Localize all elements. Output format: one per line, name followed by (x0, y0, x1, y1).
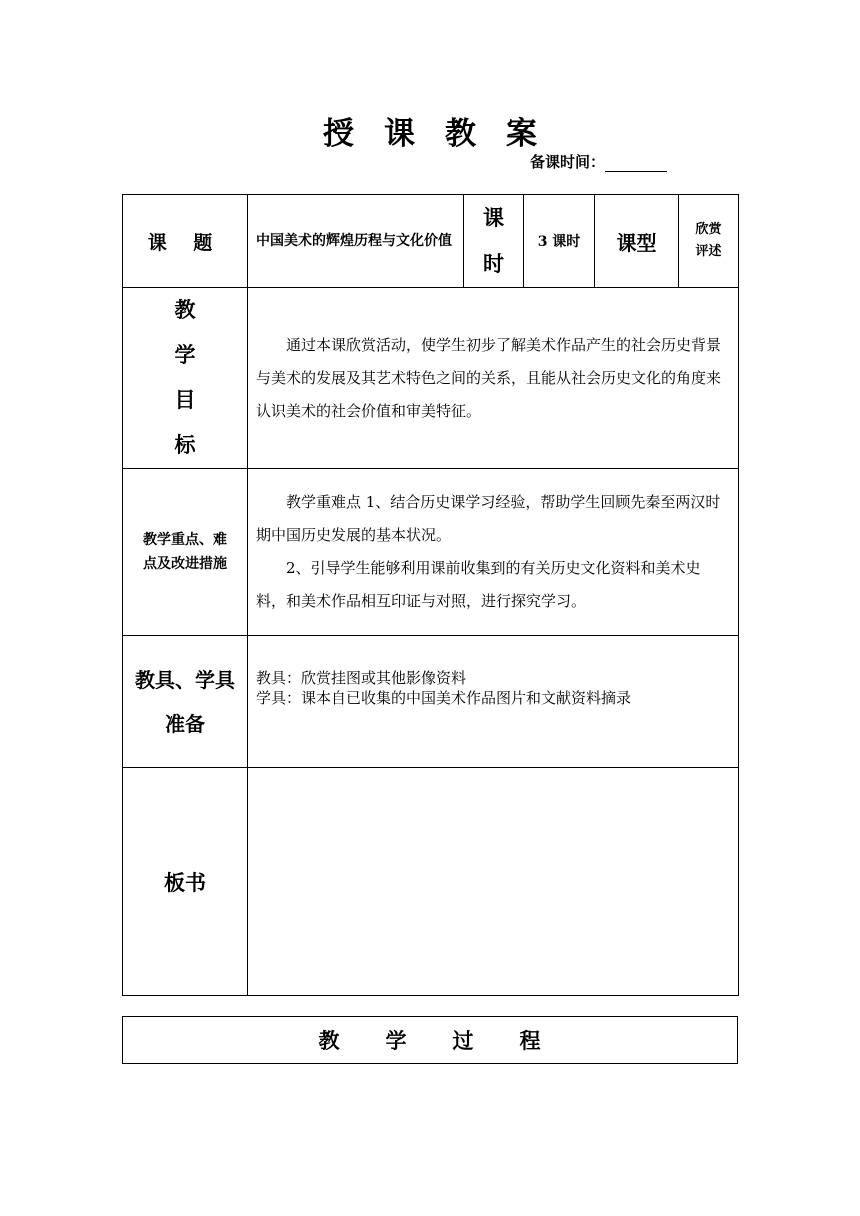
topic-label: 课 题 (123, 195, 248, 288)
period-label-char: 时 (483, 252, 504, 276)
key-points-label (123, 469, 248, 636)
goals-text: 通过本课欣赏活动，使学生初步了解美术作品产生的社会历史背景与美术的发展及其艺术特色之间的关系，且能从社会历史文化的角度来认识美术的社会价值和审美特征。 (248, 288, 739, 469)
goals-row (123, 288, 739, 469)
page-title: 授课教案 (323, 116, 567, 152)
period-label-char: 课 (483, 206, 504, 230)
tools-row (123, 636, 739, 768)
tools-text (248, 636, 739, 768)
goals-label-char: 目 (174, 388, 196, 412)
board-content (248, 768, 739, 996)
goals-label-char: 教 (174, 298, 196, 322)
tools-label-line: 准备 (165, 711, 205, 736)
period-label (464, 195, 524, 288)
type-value-line: 评述 (695, 244, 722, 259)
type-value (679, 195, 739, 288)
key-points-para: 教学重难点 1、结合历史课学习经验，帮助学生回顾先秦至两汉时期中国历史发展的基本状况。 (256, 493, 721, 544)
board-label: 板书 (123, 768, 248, 996)
prep-time-blank (605, 157, 667, 172)
teacher-tools: 教具：欣赏挂图或其他影像资料 (256, 669, 467, 687)
goals-label (123, 288, 248, 469)
lesson-plan-table (122, 194, 739, 996)
process-heading: 教学过程 (123, 1017, 738, 1064)
key-points-text (248, 469, 739, 636)
type-label: 课型 (595, 195, 679, 288)
board-row (123, 768, 739, 996)
key-points-row (123, 469, 739, 636)
key-points-label-line: 教学重点、难 (143, 532, 227, 548)
goals-label-char: 标 (174, 433, 196, 457)
student-tools: 学具：课本自已收集的中国美术作品图片和文献资料摘录 (256, 689, 632, 707)
prep-time-label: 备课时间： (530, 153, 606, 171)
period-value: 3 课时 (524, 195, 595, 288)
tools-label (123, 636, 248, 768)
tools-label-line: 教具、学具 (135, 667, 235, 692)
key-points-para: 2、引导学生能够利用课前收集到的有关历史文化资料和美术史料，和美术作品相互印证与对照，进行探究学习。 (256, 559, 701, 610)
prep-time (530, 151, 667, 172)
topic-value: 中国美术的辉煌历程与文化价值 (248, 195, 464, 288)
key-points-label-line: 点及改进措施 (143, 556, 227, 572)
type-value-line: 欣赏 (695, 222, 722, 237)
goals-label-char: 学 (174, 343, 196, 367)
process-table (122, 1016, 738, 1064)
topic-row (123, 195, 739, 288)
